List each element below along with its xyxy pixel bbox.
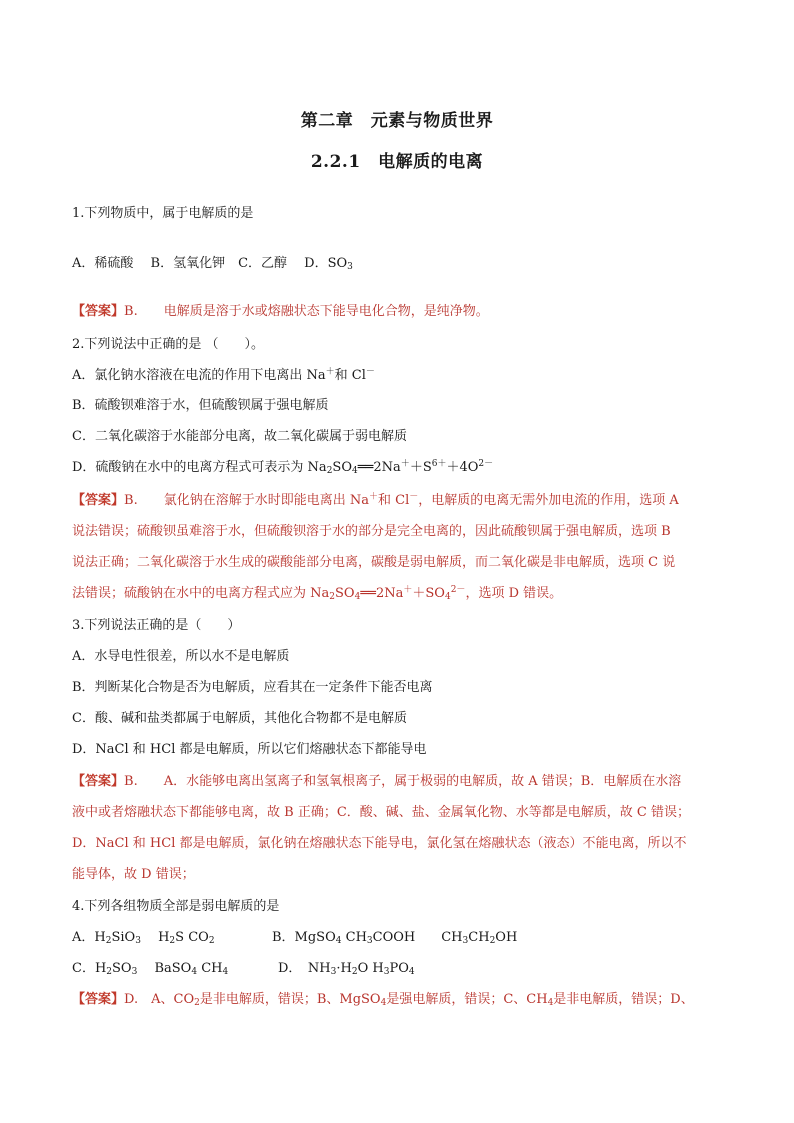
- question-4-option-b: B．MgSO$_4$ $CH_3COOH$ $CH_3CH_2OH$: [272, 930, 518, 946]
- question-4-option-a: A．$H_2SiO_3$ $H_2S$ $CO_2$: [72, 930, 215, 946]
- chapter-title: 第二章 元素与物质世界: [300, 111, 494, 131]
- question-1-answer: 【答案】B. 电解质是溶于水或熔融状态下能导电化合物，是纯净物。: [72, 304, 489, 319]
- question-4-option-d: D． $NH_3\cdot H_2O$ $H_3PO_4$: [278, 961, 415, 977]
- question-2-option-b: B．硫酸钡难溶于水，但硫酸钡属于强电解质: [72, 398, 329, 413]
- question-3-answer-line-3: D．NaCl 和 HCl 都是电解质，氯化钠在熔融状态下能导电，氯化氢在熔融状态（液态）不能电离，所以不: [72, 836, 687, 851]
- question-3-answer-line-2: 液中或者熔融状态下都能够电离，故 B 正确；C．酸、碱、盐、金属氧化物、水等都是电解质，故 C 错误；: [72, 805, 690, 820]
- question-3-option-c: C．酸、碱和盐类都属于电解质，其他化合物都不是电解质: [72, 711, 407, 726]
- question-2-option-d: D．硫酸钠在水中的电离方程式可表示为 $Na_2SO_4══2Na^++S^{6+}+4O^{2-}$: [72, 459, 494, 476]
- question-2-stem: 2.下列说法中正确的是 （ ）。: [72, 337, 265, 352]
- question-2-answer-line-3: 说法正确；二氧化碳溶于水生成的碳酸能部分电离，碳酸是弱电解质，而二氧化碳是非电解质，选项 C 说: [72, 555, 676, 570]
- question-4-option-c: C．$H_2SO_3$ BaSO$_4$ $CH_4$: [72, 961, 229, 977]
- question-1-stem: 1.下列物质中，属于电解质的是: [72, 206, 254, 221]
- question-3-option-a: A．水导电性很差，所以水不是电解质: [72, 649, 290, 664]
- question-2-option-c: C．二氧化碳溶于水能部分电离，故二氧化碳属于弱电解质: [72, 429, 407, 444]
- question-1-options: A．稀硫酸 B．氢氧化钾 C．乙醇 D．$SO_3$: [72, 256, 353, 272]
- question-4-answer: 【答案】D. A、$CO_2$是非电解质，错误；B、MgSO$_4$是强电解质，错误；C、$CH_4$是非电解质，错误；D、: [72, 992, 694, 1008]
- question-2-answer-line-2: 说法错误；硫酸钡虽难溶于水，但硫酸钡溶于水的部分是完全电离的，因此硫酸钡属于强电解质，选项 B: [72, 524, 671, 539]
- question-3-answer-line-4: 能导体，故 D 错误；: [72, 867, 195, 882]
- answer-tag: 【答案】: [72, 304, 125, 319]
- question-4-stem: 4.下列各组物质全部是弱电解质的是: [72, 899, 280, 914]
- question-3-stem: 3.下列说法正确的是（ ）: [72, 618, 241, 633]
- question-2-option-a: A．氯化钠水溶液在电流的作用下电离出 Na＋和 Cl－: [72, 367, 375, 383]
- question-3-option-d: D．NaCl 和 HCl 都是电解质，所以它们熔融状态下都能导电: [72, 742, 427, 757]
- question-3-option-b: B．判断某化合物是否为电解质，应看其在一定条件下能否电离: [72, 680, 433, 695]
- question-2-answer-line-1: 【答案】B. 氯化钠在溶解于水时即能电离出 Na＋和 Cl－，电解质的电离无需外加电流的作用，选项 A: [72, 492, 679, 508]
- question-2-answer-line-4: 法错误；硫酸钠在水中的电离方程式应为 $Na_2SO_4══2Na^++SO_4^{2-}$，选项 D 错误。: [72, 585, 563, 602]
- question-3-answer-line-1: 【答案】B. A．水能够电离出氢离子和氢氧根离子，属于极弱的电解质，故 A 错误；B．电解质在水溶: [72, 774, 682, 789]
- section-title: 2.2.1 电解质的电离: [310, 152, 484, 172]
